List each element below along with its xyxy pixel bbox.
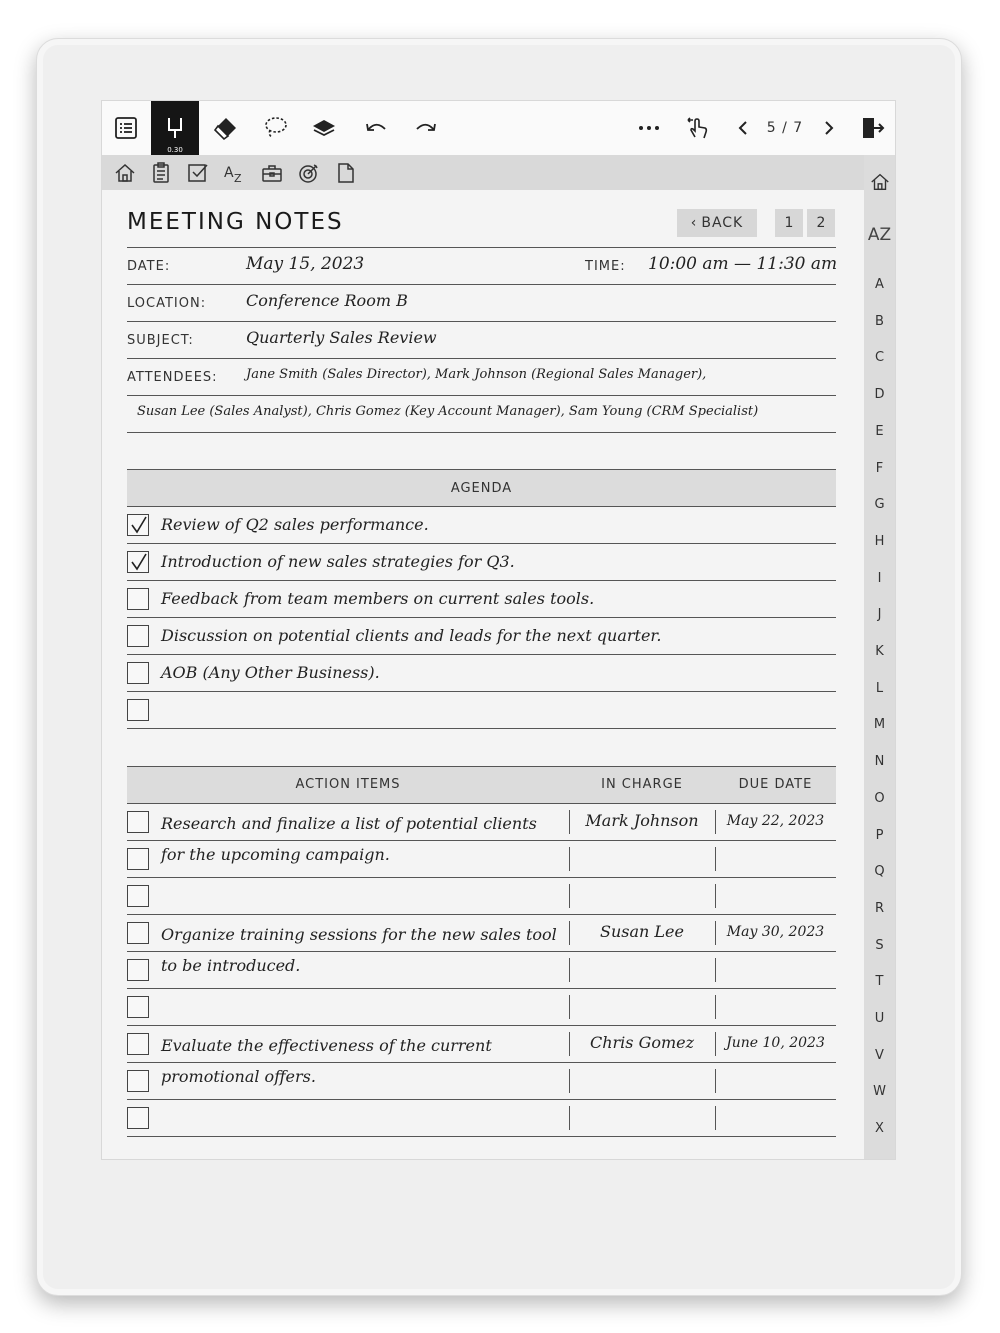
page-2-button[interactable]: 2 <box>807 209 835 237</box>
in-charge-header: IN CHARGE <box>601 777 683 792</box>
divider <box>127 506 836 507</box>
agenda-item-text[interactable]: Feedback from team members on current sales tools. <box>161 589 595 608</box>
divider <box>127 803 836 804</box>
divider <box>127 1025 836 1026</box>
divider <box>127 617 836 618</box>
agenda-checkbox[interactable] <box>127 551 149 573</box>
rail-letter-s[interactable]: S <box>875 937 884 953</box>
action-checkbox[interactable] <box>127 1070 149 1092</box>
rail-letter-c[interactable]: C <box>874 350 885 366</box>
rail-letter-w[interactable]: W <box>873 1084 886 1100</box>
agenda-checkbox[interactable] <box>127 625 149 647</box>
rail-letter-d[interactable]: D <box>874 387 885 403</box>
back-label: BACK <box>701 215 744 231</box>
due-date-value[interactable]: May 30, 2023 <box>726 924 825 940</box>
divider <box>127 766 836 767</box>
rail-letter-e[interactable]: E <box>875 423 884 439</box>
rail-letter-m[interactable]: M <box>873 717 886 733</box>
back-chevron-icon: ‹ <box>690 215 698 231</box>
rail-letter-l[interactable]: L <box>875 680 884 696</box>
due-date-value[interactable]: May 22, 2023 <box>726 813 825 829</box>
attendees-label: ATTENDEES: <box>127 370 218 385</box>
divider <box>127 543 836 544</box>
action-checkbox[interactable] <box>127 996 149 1018</box>
divider <box>127 358 836 359</box>
rail-letter-p[interactable]: P <box>875 827 884 843</box>
more-icon[interactable] <box>625 101 673 155</box>
divider <box>127 580 836 581</box>
agenda-item-text[interactable]: AOB (Any Other Business). <box>161 663 380 682</box>
time-label: TIME: <box>585 259 626 274</box>
action-item-text[interactable]: for the upcoming campaign. <box>161 845 390 864</box>
eraser-icon[interactable] <box>202 101 250 155</box>
checklist-icon[interactable] <box>184 159 212 187</box>
divider <box>127 1099 836 1100</box>
date-label: DATE: <box>127 259 171 274</box>
column-separator <box>569 847 570 871</box>
svg-text:Z: Z <box>234 172 242 185</box>
rail-letter-t[interactable]: T <box>875 974 884 990</box>
toc-icon[interactable] <box>102 101 150 155</box>
briefcase-icon[interactable] <box>258 159 286 187</box>
tablet-screen <box>102 101 895 1159</box>
pen-tool-button[interactable] <box>151 101 199 155</box>
action-checkbox[interactable] <box>127 848 149 870</box>
rail-letter-b[interactable]: B <box>875 313 884 329</box>
rail-letter-j[interactable]: J <box>877 607 882 623</box>
agenda-item-text[interactable]: Introduction of new sales strategies for Q3. <box>161 552 515 571</box>
column-separator <box>569 995 570 1019</box>
column-separator <box>715 958 716 982</box>
agenda-header: AGENDA <box>450 481 513 496</box>
agenda-item-text[interactable]: Review of Q2 sales performance. <box>161 515 429 534</box>
action-item-text[interactable]: promotional offers. <box>161 1067 316 1086</box>
rail-letter-v[interactable]: V <box>875 1047 884 1063</box>
rail-letter-u[interactable]: U <box>874 1011 885 1026</box>
pen-icon <box>162 115 188 141</box>
rail-letter-g[interactable]: G <box>874 497 885 513</box>
agenda-checkbox[interactable] <box>127 662 149 684</box>
divider <box>127 469 836 470</box>
time-value[interactable]: 10:00 am — 11:30 am <box>648 254 838 274</box>
page-1-button[interactable]: 1 <box>775 209 803 237</box>
divider <box>127 951 836 952</box>
subject-value[interactable]: Quarterly Sales Review <box>246 328 437 347</box>
due-date-value[interactable]: June 10, 2023 <box>726 1035 825 1051</box>
prev-page-icon[interactable] <box>719 101 767 155</box>
agenda-checkbox[interactable] <box>127 514 149 536</box>
action-checkbox[interactable] <box>127 1033 149 1055</box>
template-nav-bar <box>102 155 864 190</box>
due-date-header: DUE DATE <box>738 777 813 792</box>
divider <box>127 654 836 655</box>
column-separator <box>569 1106 570 1130</box>
rail-letter-a[interactable]: A <box>875 277 884 292</box>
divider <box>127 284 836 285</box>
column-separator <box>715 995 716 1019</box>
divider <box>127 840 836 841</box>
pen-size-label: 0.30 <box>167 146 183 154</box>
divider <box>127 432 836 433</box>
column-separator <box>715 847 716 871</box>
next-page-icon[interactable] <box>805 101 853 155</box>
in-charge-value[interactable]: Chris Gomez <box>589 1033 695 1052</box>
divider <box>127 247 836 248</box>
back-button[interactable] <box>677 209 757 237</box>
divider <box>127 1062 836 1063</box>
rail-letter-f[interactable]: F <box>875 460 884 476</box>
home-icon[interactable] <box>111 159 139 187</box>
divider <box>127 988 836 989</box>
lasso-icon[interactable] <box>251 101 299 155</box>
divider <box>127 1136 836 1137</box>
rail-letter-i[interactable]: I <box>877 570 882 586</box>
rail-letter-n[interactable]: N <box>874 754 885 770</box>
action-items-header: ACTION ITEMS <box>295 777 401 792</box>
action-item-text[interactable]: Organize training sessions for the new sales tool <box>161 925 557 944</box>
divider <box>127 321 836 322</box>
rail-az-label[interactable]: AZ <box>867 225 892 245</box>
column-separator <box>569 1069 570 1093</box>
action-checkbox[interactable] <box>127 885 149 907</box>
svg-text:A: A <box>224 165 234 181</box>
rail-letter-h[interactable]: H <box>874 533 885 549</box>
meeting-notes-page <box>102 190 864 1159</box>
layers-icon[interactable] <box>300 101 348 155</box>
page-indicator: 5 / 7 <box>766 120 804 136</box>
rail-letter-q[interactable]: Q <box>874 864 885 880</box>
rail-letter-k[interactable]: K <box>875 644 884 659</box>
attendees-line-1[interactable]: Jane Smith (Sales Director), Mark Johnson (Regional Sales Manager), <box>246 367 707 382</box>
attendees-line-2[interactable]: Susan Lee (Sales Analyst), Chris Gomez (Key Account Manager), Sam Young (CRM Specialist) <box>137 404 759 419</box>
divider <box>127 728 836 729</box>
touch-gesture-icon[interactable] <box>674 101 722 155</box>
column-separator <box>569 958 570 982</box>
in-charge-value[interactable]: Mark Johnson <box>585 811 699 830</box>
column-separator <box>715 1069 716 1093</box>
column-separator <box>569 884 570 908</box>
page-icon[interactable] <box>332 159 360 187</box>
column-separator <box>715 884 716 908</box>
agenda-checkbox[interactable] <box>127 588 149 610</box>
page-title: MEETING NOTES <box>127 209 344 235</box>
rail-letter-o[interactable]: O <box>874 790 885 806</box>
top-toolbar <box>102 101 895 155</box>
rail-letter-r[interactable]: R <box>874 900 885 916</box>
action-checkbox[interactable] <box>127 1107 149 1129</box>
rail-letter-x[interactable]: X <box>875 1121 884 1137</box>
divider <box>127 691 836 692</box>
location-label: LOCATION: <box>127 296 207 311</box>
in-charge-value[interactable]: Susan Lee <box>600 922 684 941</box>
target-icon[interactable] <box>295 159 323 187</box>
agenda-checkbox[interactable] <box>127 699 149 721</box>
index-rail <box>864 155 895 1159</box>
notes-icon[interactable] <box>147 159 175 187</box>
action-item-text[interactable]: Research and finalize a list of potential clients <box>161 814 537 833</box>
divider <box>127 395 836 396</box>
exit-icon[interactable] <box>848 101 895 155</box>
undo-icon[interactable] <box>352 101 400 155</box>
action-checkbox[interactable] <box>127 811 149 833</box>
location-value[interactable]: Conference Room B <box>246 291 408 310</box>
rail-home-icon[interactable] <box>866 168 894 196</box>
action-item-text[interactable]: to be introduced. <box>161 956 301 975</box>
action-checkbox[interactable] <box>127 959 149 981</box>
divider <box>127 877 836 878</box>
action-checkbox[interactable] <box>127 922 149 944</box>
redo-icon[interactable] <box>402 101 450 155</box>
subject-label: SUBJECT: <box>127 333 194 348</box>
action-item-text[interactable]: Evaluate the effectiveness of the current <box>161 1036 492 1055</box>
az-icon[interactable] <box>221 159 249 187</box>
divider <box>127 914 836 915</box>
agenda-item-text[interactable]: Discussion on potential clients and leads for the next quarter. <box>161 626 662 645</box>
date-value[interactable]: May 15, 2023 <box>246 254 365 274</box>
column-separator <box>715 1106 716 1130</box>
